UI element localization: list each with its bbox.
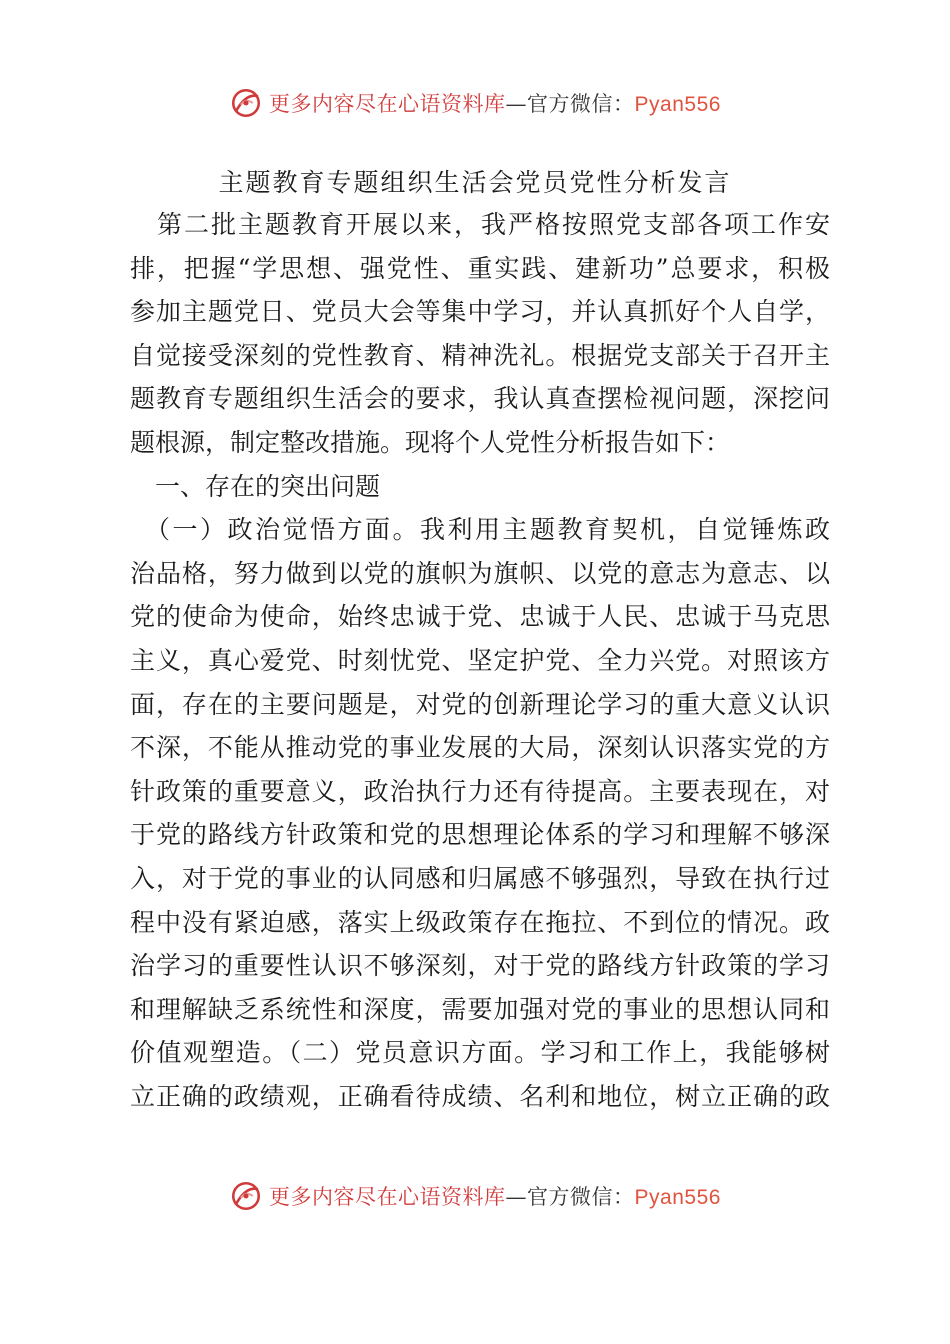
brand-logo-icon (229, 86, 263, 120)
text-line: 立正确的政绩观，正确看待成绩、名利和地位，树立正确的政 (130, 1081, 830, 1111)
watermark-text: 更多内容尽在心语资料库—官方微信：Pyan556 (269, 1185, 721, 1209)
text-line: 一、存在的突出问题 (130, 471, 381, 501)
text-line: 于党的路线方针政策和党的思想理论体系的学习和理解不够深 (130, 820, 830, 850)
text-line: 和理解缺乏系统性和深度，需要加强对党的事业的思想认同和 (130, 994, 830, 1024)
text-line: （一）政治觉悟方面。我利用主题教育契机，自觉锤炼政 (130, 515, 830, 545)
brand-logo-icon (229, 1179, 263, 1213)
document-title: 主题教育专题组织生活会党员党性分析发言 (218, 168, 732, 197)
watermark-text: 更多内容尽在心语资料库—官方微信：Pyan556 (269, 92, 721, 116)
document-body (130, 203, 830, 1118)
text-line: 价值观塑造。（二）党员意识方面。学习和工作上，我能够树 (130, 1038, 830, 1068)
text-line: 程中没有紧迫感，落实上级政策存在拖拉、不到位的情况。政 (130, 907, 830, 937)
watermark-banner-bottom (0, 1176, 950, 1216)
text-line: 自觉接受深刻的党性教育、精神洗礼。根据党支部关于召开主 (130, 340, 830, 370)
text-line: 参加主题党日、党员大会等集中学习，并认真抓好个人自学， (130, 297, 830, 327)
text-line: 治学习的重要性认识不够深刻，对于党的路线方针政策的学习 (130, 951, 830, 981)
text-line: 不深，不能从推动党的事业发展的大局，深刻认识落实党的方 (130, 733, 830, 763)
text-line: 排，把握“学思想、强党性、重实践、建新功”总要求，积极 (130, 253, 830, 283)
text-line: 主义，真心爱党、时刻忧党、坚定护党、全力兴党。对照该方 (130, 645, 830, 675)
text-line: 治品格，努力做到以党的旗帜为旗帜、以党的意志为意志、以 (130, 558, 830, 588)
text-line: 第二批主题教育开展以来，我严格按照党支部各项工作安 (130, 210, 830, 239)
text-line: 党的使命为使命，始终忠诚于党、忠诚于人民、忠诚于马克思 (130, 602, 830, 632)
text-line: 面，存在的主要问题是，对党的创新理论学习的重大意义认识 (130, 689, 830, 719)
text-line: 题根源，制定整改措施。现将个人党性分析报告如下： (130, 427, 731, 457)
text-line: 针政策的重要意义，政治执行力还有待提高。主要表现在，对 (130, 776, 830, 806)
text-line: 入，对于党的事业的认同感和归属感不够强烈，导致在执行过 (130, 863, 830, 893)
text-line: 题教育专题组织生活会的要求，我认真查摆检视问题，深挖问 (130, 384, 830, 414)
watermark-banner-top (0, 83, 950, 123)
